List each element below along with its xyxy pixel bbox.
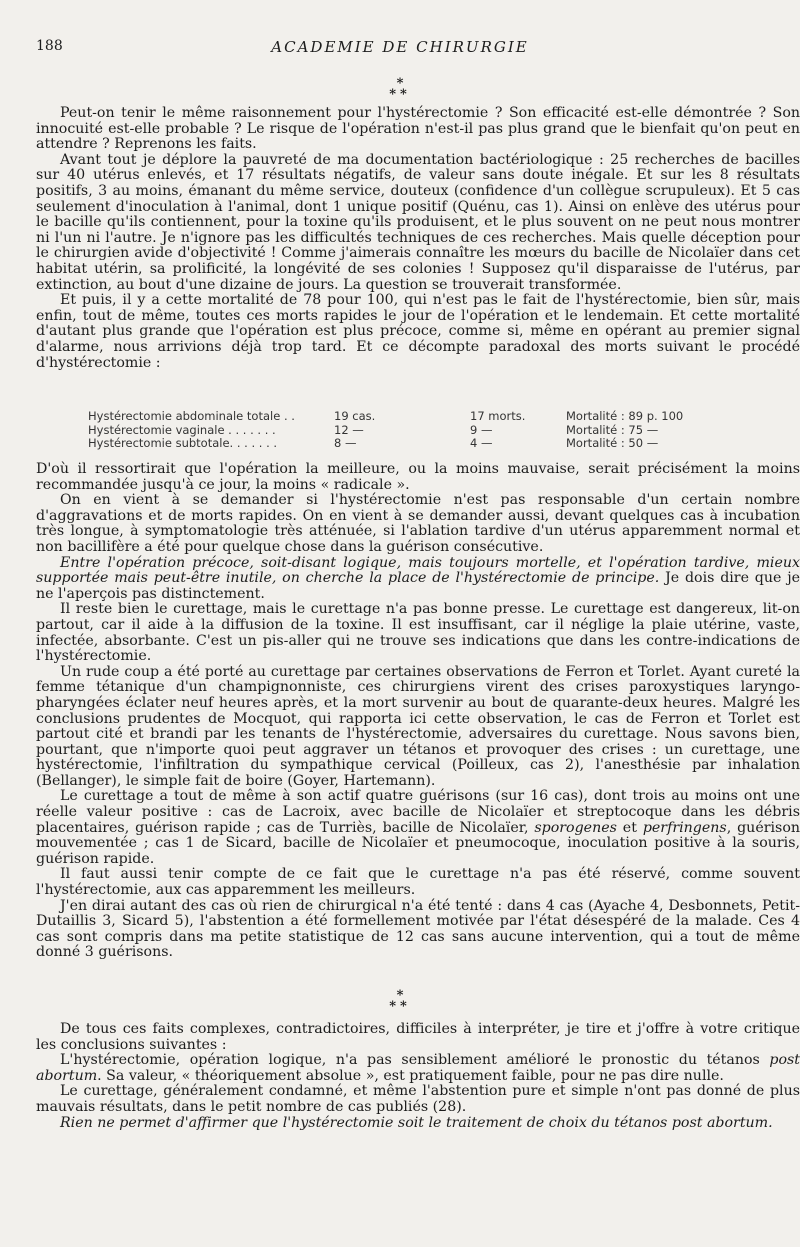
cases-cell: 12 — xyxy=(334,422,364,437)
text-run: Le curettage a tout de même à son actif quatre guérisons (sur 16 cas), dont trois au moins ont une réelle valeur positive : cas de Lacroix, avec bacille de Nicolaïer et streptocoque dans les débris placentaires, guérison rapide ; cas de Turriès, bacille de Nicolaïer, xyxy=(36,788,800,836)
paragraph xyxy=(36,556,800,603)
asterism-bottom: ** xyxy=(389,87,411,102)
paragraph: Avant tout je déplore la pauvreté de ma documentation bactériologique : 25 recherches de bacilles sur 40 utérus enlevés, et 17 résultats négatifs, de valeur sans doute inégale. Et sur les 8 résultats positifs, 3 au moins, émanant du même service, douteux (confidence d'un collègue scrupuleux). Et 5 cas seulement d'inoculation à l'animal, dont 1 unique positif (Quénu, cas 1). Ainsi on enlève des utérus pour le bacille qu'ils contiennent, pour la toxine qu'ils produisent, et le plus souvent on ne peut nous montrer ni l'un ni l'autre. Je n'ignore pas les difficultés techniques de ces recherches. Mais quelle déception pour le chirurgien avide d'objectivité ! Comme j'aimerais connaître les mœurs du bacille de Nicolaïer dans cet habitat utérin, sa prolificité, la longévité de ses colonies ! Supposez qu'il disparaisse de l'utérus, par extinction, au bout d'une dizaine de jours. La question se trouverait transformée. xyxy=(36,151,800,293)
asterism-top: * xyxy=(396,76,404,91)
italic-thesis: Entre l'opération précoce, soit-disant logique, mais toujours mortelle, et l'opération tardive, mieux supportée mais peut-être inutile, on cherche la place de l'hystérectomie de principe. xyxy=(36,554,800,587)
section-conclusions xyxy=(36,1022,800,1131)
procedure-cell: Hystérectomie vaginale . . . . . . . xyxy=(88,422,276,437)
paragraph: Il reste bien le curettage, mais le curettage n'a pas bonne presse. Le curettage est dangereux, lit-on partout, car il aide à la diffusion de la toxine. Il est insuffisant, car il néglige la plaie utérine, vaste, infectée, absorbante. C'est un pis-aller qui ne trouve ses indications que dans les contre-indications de l'hystérectomie. xyxy=(36,601,800,665)
text-run: . Sa valeur, « théoriquement absolue », est pratiquement faible, pour ne pas dire nulle. xyxy=(97,1067,724,1084)
paragraph: Le curettage, généralement condamné, et même l'abstention pure et simple n'ont pas donné de plus mauvais résultats, dans le petit nombre de cas publiés (28). xyxy=(36,1083,800,1115)
final-conclusion: Rien ne permet d'affirmer que l'hystérectomie soit le traitement de choix du tétanos post abortum. xyxy=(60,1114,773,1131)
text-run: , guérison mouvementée ; cas 1 de Sicard, bacille de Nicolaïer et pneumocoque, inoculation positive à la souris, guérison rapide. xyxy=(36,819,800,867)
section-discussion xyxy=(36,462,800,961)
paragraph: J'en dirai autant des cas où rien de chirurgical n'a été tenté : dans 4 cas (Ayache 4, Desbonnets, Petit-Dutaillis 3, Sicard 5), l'abstention a été formellement motivée par l'état désespéré de la malade. Ces 4 cas sont compris dans ma petite statistique de 12 cas sans aucune intervention, qui a tout de même donné 3 guérisons. xyxy=(36,897,800,961)
paragraph: De tous ces faits complexes, contradictoires, difficiles à interpréter, je tire et j'offre à votre critique les conclusions suivantes : xyxy=(36,1021,800,1053)
text-run: et xyxy=(616,819,643,836)
mortality-cell: Mortalité : 50 — xyxy=(566,436,659,450)
deaths-cell: 17 morts. xyxy=(470,409,526,423)
page-header xyxy=(36,38,764,60)
paragraph-tail: Je dois dire que je ne l'aperçois pas distinctement. xyxy=(36,570,800,602)
mortality-table xyxy=(88,410,708,451)
table-row xyxy=(88,437,708,451)
paragraph: On en vient à se demander si l'hystérectomie n'est pas responsable d'un certain nombre d'aggravations et de morts rapides. On en vient à se demander aussi, devant quelques cas à incubation très longue, à symptomatologie très atténuée, si l'ablation tardive d'un utérus apparemment normal et non bacillifère a été pour quelque chose dans la guérison consécutive. xyxy=(36,492,800,555)
paragraph: Un rude coup a été porté au curettage par certaines observations de Ferron et Torlet. Ayant cureté la femme tétanique d'un champignonniste, ces chirurgiens virent des crises paroxystiques laryngo-pharyngées éclater neuf heures après, et la mort survenir au bout de quarante-deux heures. Malgré les conclusions prudentes de Mocquot, qui rapporta ici cette observation, le cas de Ferron et Torlet est partout cité et brandi par les tenants de l'hystérectomie, adversaires du curettage. Nous savons bien, pourtant, que n'importe quoi peut aggraver un tétanos et provoquer des crises : un curettage, une hystérectomie, l'infiltration du sympathique cervical (Poilleux, cas 2), l'anesthésie par inhalation (Bellanger), le simple fait de boire (Goyer, Hartemann). xyxy=(36,663,800,789)
asterism-separator xyxy=(0,990,800,1012)
paragraph xyxy=(36,789,800,867)
mortality-cell: Mortalité : 75 — xyxy=(566,422,659,437)
italic-term: sporogenes xyxy=(534,819,617,836)
cases-cell: 8 — xyxy=(334,436,357,450)
procedure-cell: Hystérectomie abdominale totale . . xyxy=(88,409,295,423)
table-row xyxy=(88,424,708,438)
running-head: ACADEMIE DE CHIRURGIE xyxy=(271,38,529,56)
mortality-cell: Mortalité : 89 p. 100 xyxy=(566,409,684,423)
paragraph: Peut-on tenir le même raisonnement pour l'hystérectomie ? Son efficacité est-elle démontrée ? Son innocuité est-elle probable ? Le risque de l'opération n'est-il pas plus grand que le bienfait qu'on peut en attendre ? Reprenons les faits. xyxy=(36,105,800,153)
paragraph xyxy=(36,1053,800,1084)
paragraph: Il faut aussi tenir compte de ce fait que le curettage n'a pas été réservé, comme souvent l'hystérectomie, aux cas apparemment les meilleurs. xyxy=(36,866,800,899)
deaths-cell: 4 — xyxy=(470,436,493,450)
text-run: L'hystérectomie, opération logique, n'a pas sensiblement amélioré le pronostic du tétanos xyxy=(60,1052,770,1069)
section-reasoning xyxy=(36,106,800,371)
italic-term: perfringens xyxy=(642,819,727,836)
asterism-bottom: ** xyxy=(389,999,411,1014)
asterism-separator xyxy=(0,78,800,100)
italic-term: post abortum xyxy=(36,1052,800,1084)
cases-cell: 19 cas. xyxy=(334,409,376,423)
deaths-cell: 9 — xyxy=(470,422,493,437)
procedure-cell: Hystérectomie subtotale. . . . . . . xyxy=(88,436,278,450)
paragraph: Et puis, il y a cette mortalité de 78 pour 100, qui n'est pas le fait de l'hystérectomie, bien sûr, mais enfin, tout de même, toutes ces morts rapides le jour de l'opération et le lendemain. Et cette mortalité d'autant plus grande que l'opération est plus précoce, comme si, même en opérant au premier signal d'alarme, nous arrivions déjà trop tard. Et ce décompte paradoxal des morts suivant le procédé d'hystérectomie : xyxy=(36,292,800,371)
asterism-top: * xyxy=(396,988,404,1003)
table-row xyxy=(88,410,708,424)
paragraph: D'où il ressortirait que l'opération la meilleure, ou la moins mauvaise, serait précisément la moins recommandée jusqu'à ce jour, la moins « radicale ». xyxy=(36,461,800,493)
page-number: 188 xyxy=(36,38,63,54)
